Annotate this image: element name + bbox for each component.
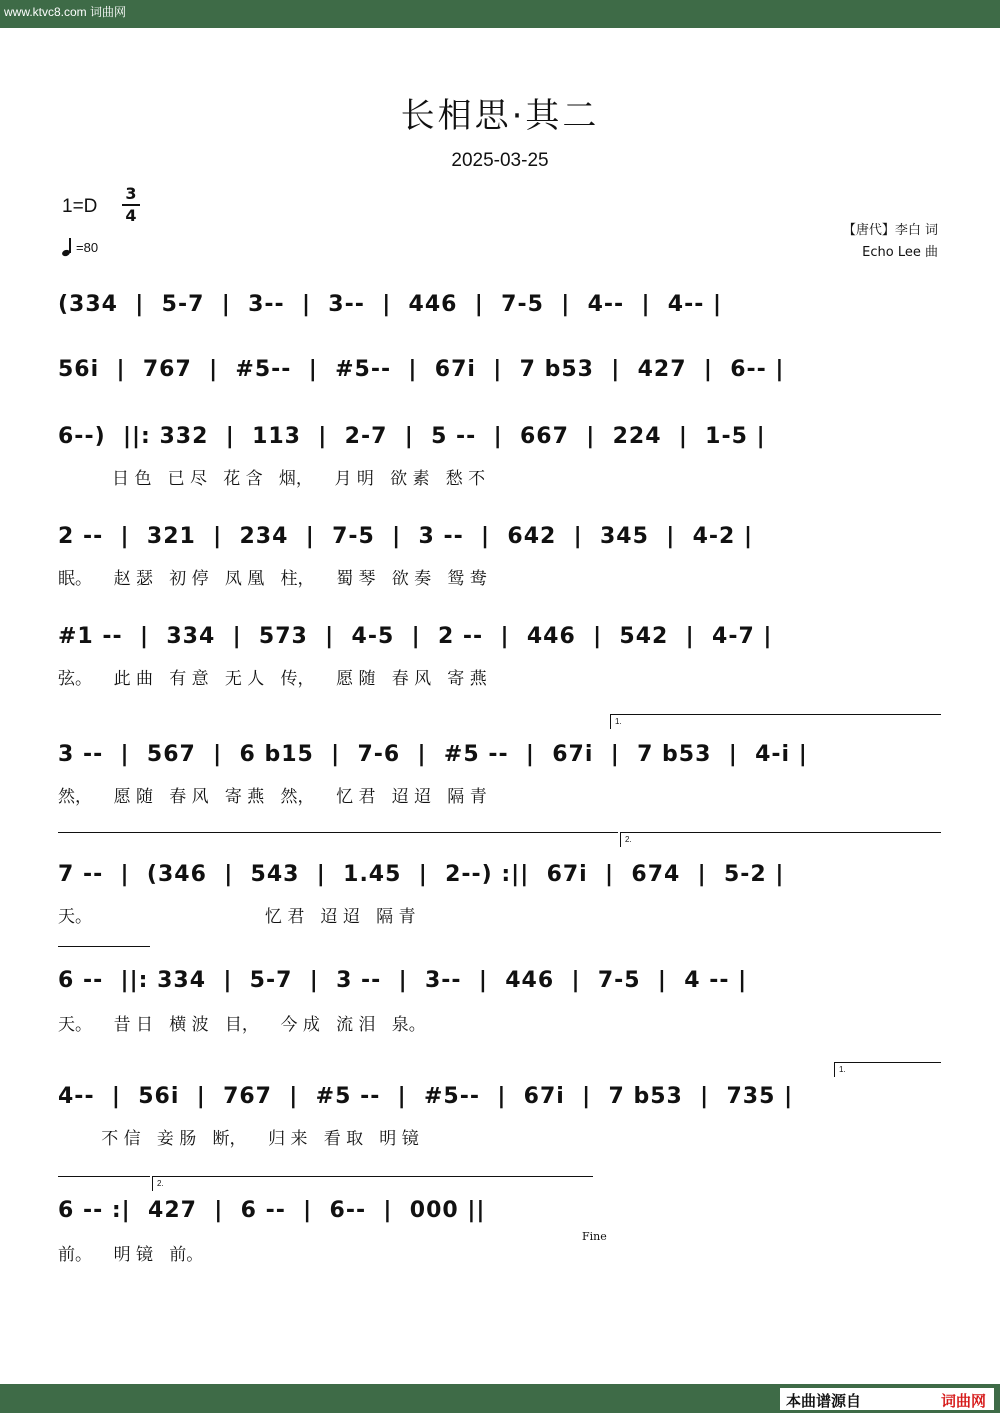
source-label: 本曲谱源自	[786, 1392, 862, 1410]
source-badge[interactable]	[780, 1388, 994, 1410]
time-sig-bottom: 4	[125, 205, 137, 225]
notation-row-5: #1 -- | 334 | 573 | 4-5 | 2 -- | 446 | 542 | 4-7 |	[58, 624, 773, 649]
volta-label: 2.	[625, 835, 632, 844]
lyric-row-7: 天。 忆 君 迢 迢 隔 青	[58, 907, 416, 927]
volta-bracket-2	[620, 832, 941, 847]
time-sig-top: 3	[125, 184, 137, 203]
volta-label: 2.	[157, 1179, 164, 1188]
lyric-row-6: 然， 愿 随 春 风 寄 燕 然， 忆 君 迢 迢 隔 青	[58, 787, 487, 807]
notation-row-1: (334 | 5-7 | 3-- | 3-- | 446 | 7-5 | 4-- | 4-- |	[58, 292, 723, 317]
tempo-value: =80	[76, 240, 99, 255]
volta-end-line	[58, 832, 618, 833]
fine-mark: Fine	[582, 1230, 607, 1243]
volta-bracket-1	[610, 714, 941, 729]
notation-row-9: 4-- | 56i | 767 | #5 -- | #5-- | 67i | 7 b53 | 735 |	[58, 1084, 794, 1109]
volta-bracket-4	[152, 1176, 593, 1191]
notation-row-3: 6--) ||: 332 | 113 | 2-7 | 5 -- | 667 | 224 | 1-5 |	[58, 424, 766, 449]
song-date: 2025-03-25	[451, 150, 549, 171]
key-signature: 1=D	[62, 196, 98, 217]
song-title: 长相思·其二	[400, 96, 600, 136]
quarter-note-icon	[62, 238, 76, 256]
tempo-mark	[62, 238, 98, 256]
notation-row-7: 7 -- | (346 | 543 | 1.45 | 2--) :|| 67i | 674 | 5-2 |	[58, 862, 785, 887]
lyric-row-10: 前。 明 镜 前。	[58, 1245, 204, 1265]
notation-row-8: 6 -- ||: 334 | 5-7 | 3 -- | 3-- | 446 | 7-5 | 4 -- |	[58, 968, 748, 993]
lyric-row-4: 眠。 赵 瑟 初 停 凤 凰 柱， 蜀 琴 欲 奏 鸳 鸯	[58, 569, 487, 589]
notation-row-4: 2 -- | 321 | 234 | 7-5 | 3 -- | 642 | 345 | 4-2 |	[58, 524, 754, 549]
volta-label: 1.	[839, 1065, 846, 1074]
lyric-row-8: 天。 昔 日 横 波 目， 今 成 流 泪 泉。	[58, 1015, 426, 1035]
source-site[interactable]: 词曲网	[940, 1392, 986, 1410]
volta-end-line	[58, 1176, 150, 1177]
lyric-row-9: 不 信 妾 肠 断， 归 来 看 取 明 镜	[58, 1129, 419, 1149]
volta-bracket-3	[834, 1062, 941, 1077]
notation-row-6: 3 -- | 567 | 6 b15 | 7-6 | #5 -- | 67i | 7 b53 | 4-i |	[58, 742, 808, 767]
lyricist-credit: 【唐代】李白 词	[842, 223, 938, 238]
volta-label: 1.	[615, 717, 622, 726]
lyric-row-5: 弦。 此 曲 有 意 无 人 传， 愿 随 春 风 寄 燕	[58, 669, 487, 689]
time-signature	[122, 185, 140, 225]
top-bar	[0, 0, 1000, 28]
site-label[interactable]: www.ktvc8.com 词曲网	[4, 5, 127, 19]
notation-row-2: 56i | 767 | #5-- | #5-- | 67i | 7 b53 | 427 | 6-- |	[58, 357, 785, 382]
lyric-row-3: 日 色 已 尽 花 含 烟， 月 明 欲 素 愁 不	[58, 469, 486, 489]
volta-end-line	[58, 946, 150, 947]
composer-credit: Echo Lee 曲	[862, 245, 938, 260]
notation-row-10: 6 -- :| 427 | 6 -- | 6-- | 000 ||	[58, 1198, 486, 1223]
